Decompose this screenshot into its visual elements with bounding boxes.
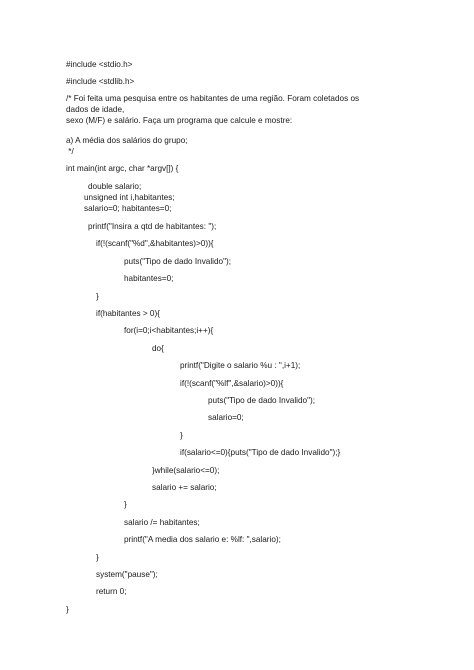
comment-line: dados de idade, bbox=[66, 105, 125, 114]
code-line: if(habitantes > 0){ bbox=[96, 309, 160, 318]
code-line: printf("Digite o salario %u : ",i+1); bbox=[180, 361, 301, 370]
code-line: double salario; bbox=[88, 182, 142, 191]
code-line: printf("A media dos salario e: %lf: ",salario); bbox=[124, 535, 281, 544]
code-line: habitantes=0; bbox=[124, 274, 174, 283]
code-line: } bbox=[124, 500, 127, 509]
code-line: } bbox=[96, 292, 99, 301]
code-line: salario /= habitantes; bbox=[124, 518, 200, 527]
code-line: system("pause"); bbox=[96, 570, 158, 579]
code-line: puts("Tipo de dado Invalido"); bbox=[124, 257, 232, 266]
code-line: if(salario<=0){puts("Tipo de dado Invalido");} bbox=[180, 448, 341, 457]
code-line: salario=0; bbox=[208, 413, 244, 422]
code-line: salario=0; habitantes=0; bbox=[84, 204, 172, 213]
code-line: if(!(scanf("%lf",&salario)>0)){ bbox=[180, 379, 284, 388]
code-line: } bbox=[96, 553, 99, 562]
comment-line: /* Foi feita uma pesquisa entre os habitantes de uma região. Foram coletados os bbox=[66, 94, 360, 103]
code-line: printf("Insira a qtd de habitantes: "); bbox=[88, 222, 217, 231]
code-line: do{ bbox=[152, 344, 164, 353]
include-stdlib-line: #include <stdlib.h> bbox=[66, 77, 135, 86]
code-line: puts("Tipo de dado Invalido"); bbox=[208, 396, 316, 405]
code-line: }while(salario<=0); bbox=[152, 466, 220, 475]
code-line: for(i=0;i<habitantes;i++){ bbox=[124, 326, 214, 335]
code-line: unsigned int i,habitantes; bbox=[84, 193, 175, 202]
code-line: } bbox=[66, 605, 69, 614]
code-line: if(!(scanf("%d",&habitantes)>0)){ bbox=[96, 239, 214, 248]
code-line: } bbox=[180, 431, 183, 440]
code-line: return 0; bbox=[96, 587, 127, 596]
include-stdio-line: #include <stdio.h> bbox=[66, 60, 133, 69]
comment-line: a) A média dos salários do grupo; bbox=[66, 136, 188, 145]
code-line: salario += salario; bbox=[152, 483, 217, 492]
main-signature-line: int main(int argc, char *argv[]) { bbox=[66, 164, 179, 173]
comment-end-line: */ bbox=[66, 147, 74, 156]
comment-line: sexo (M/F) e salário. Faça um programa que calcule e mostre: bbox=[66, 116, 293, 125]
